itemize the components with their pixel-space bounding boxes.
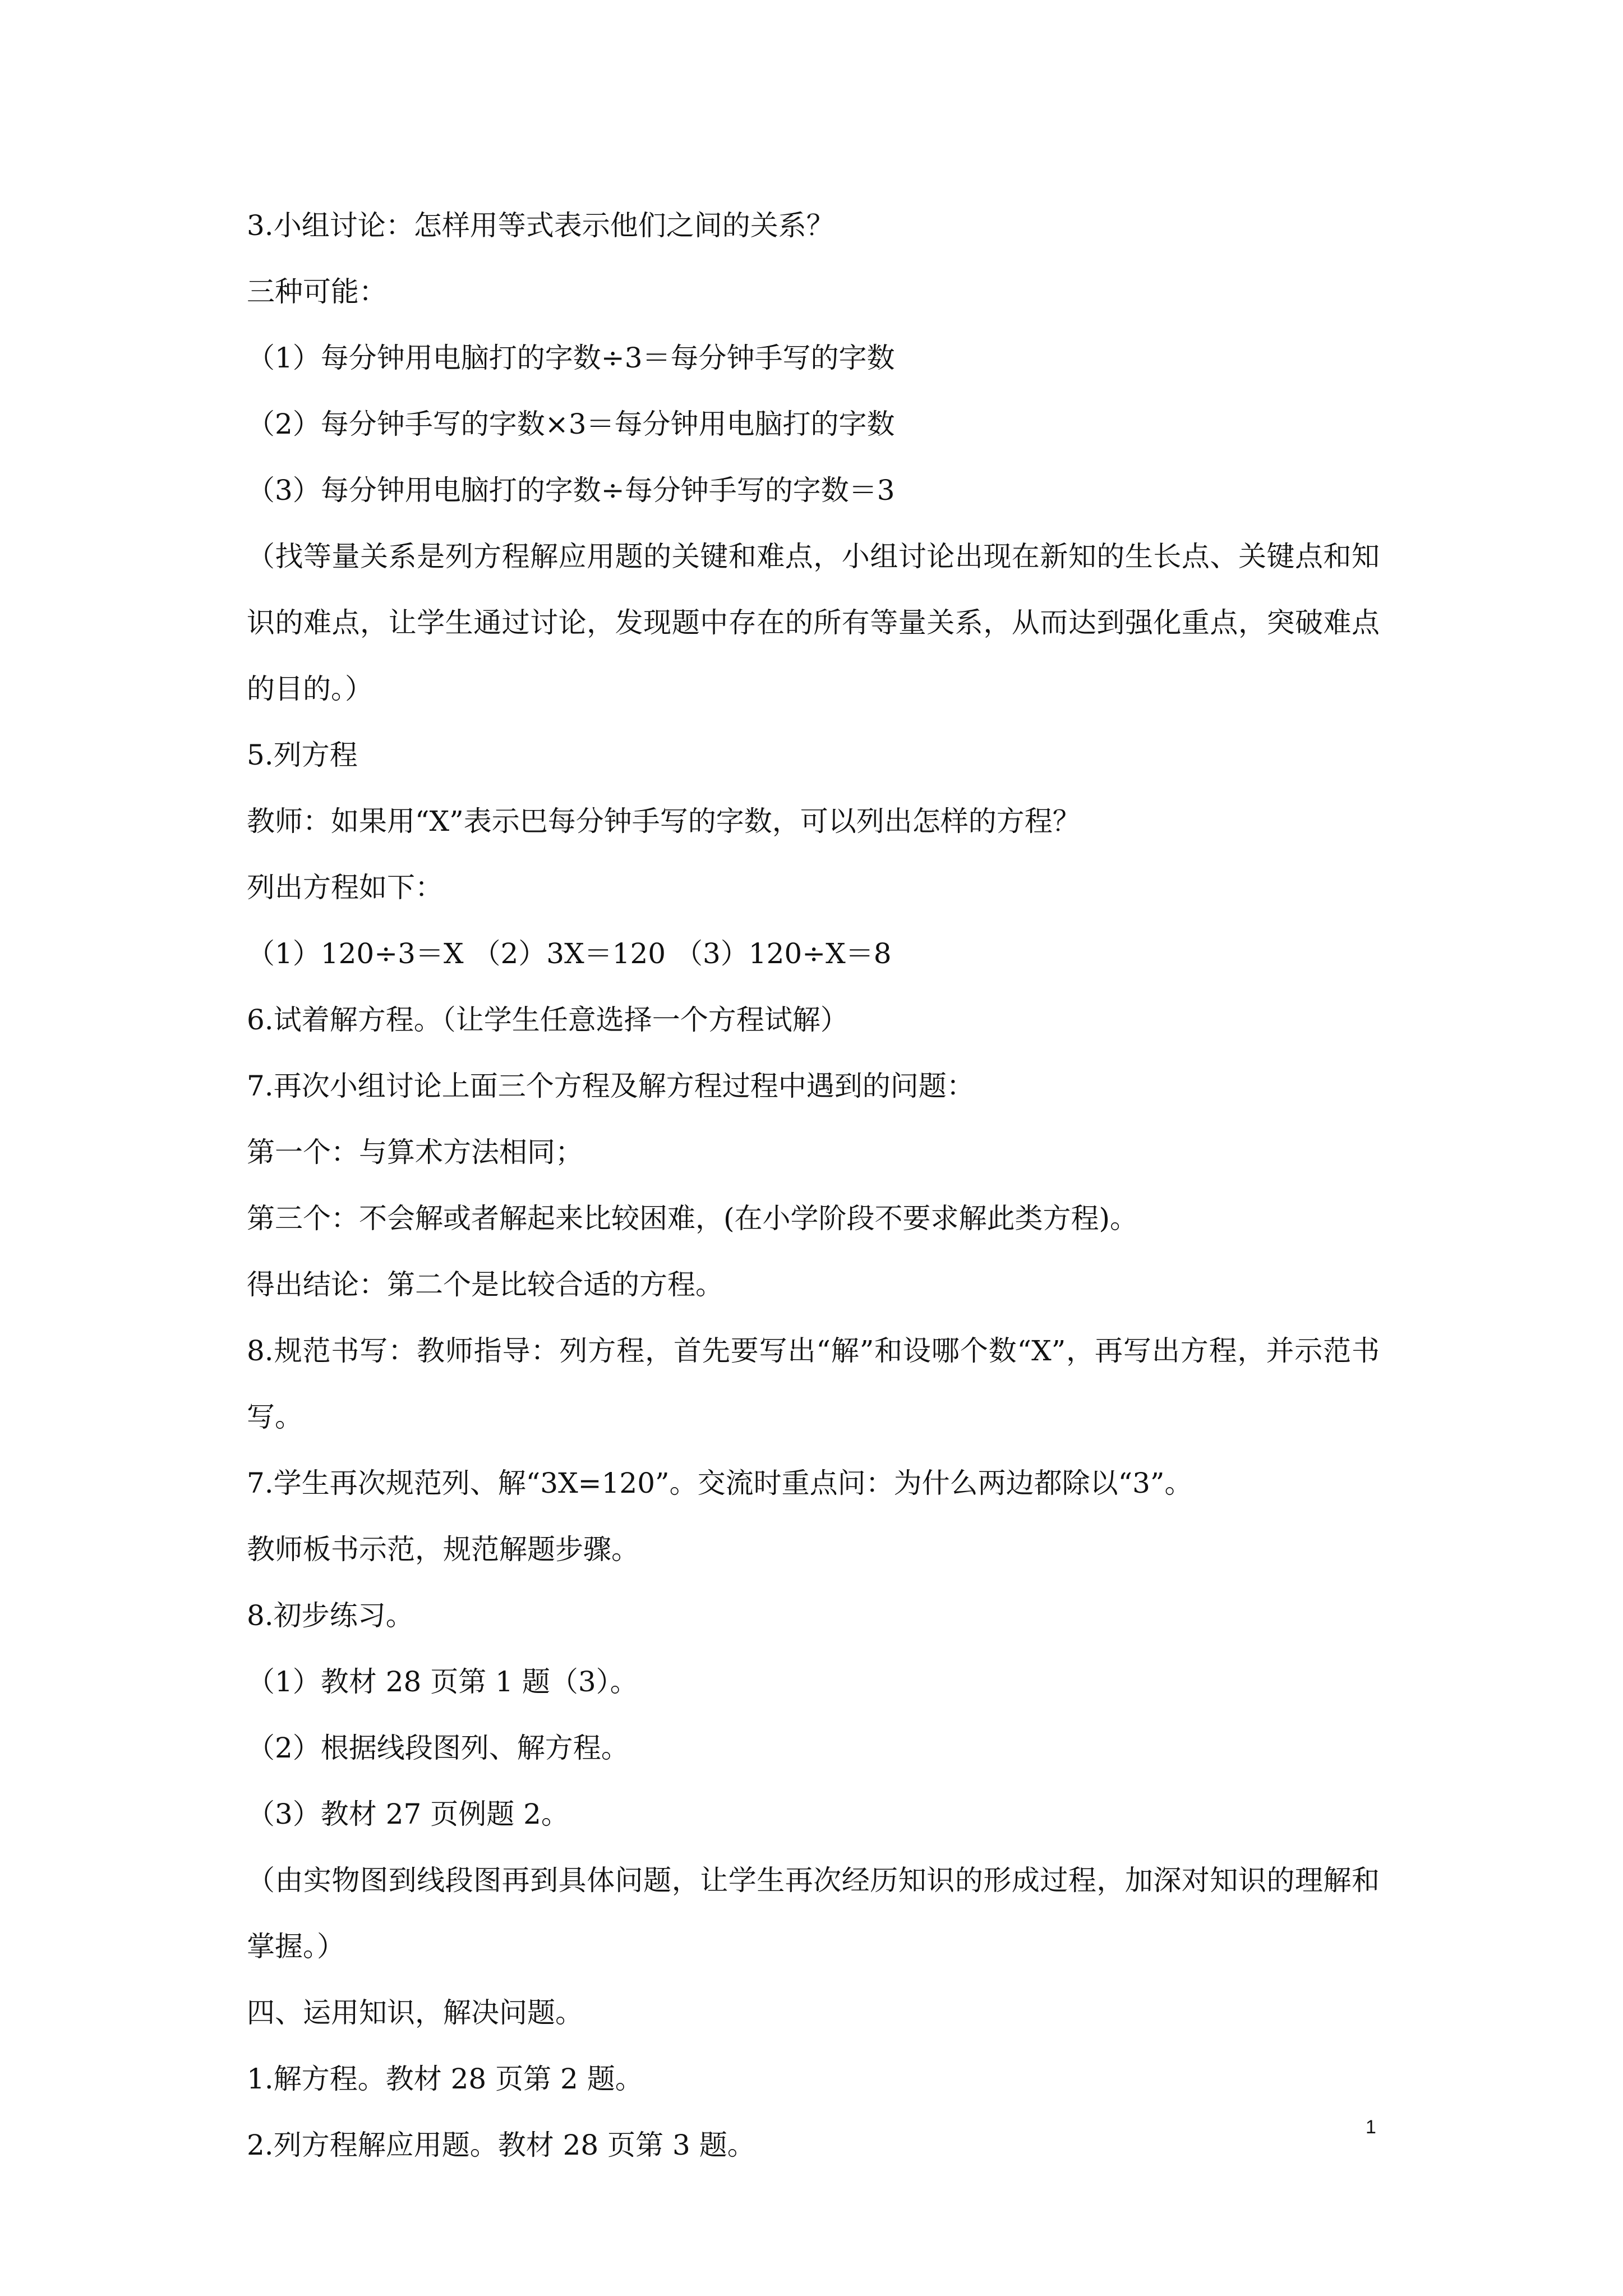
text-line-word-problems: 2.列方程解应用题。教材 28 页第 3 题。 — [247, 2129, 755, 2161]
text-line-teacher-question: 教师：如果用“X”表示巴每分钟手写的字数，可以列出怎样的方程？ — [247, 805, 1081, 838]
text-line-teacher-demo: 教师板书示范，规范解题步骤。 — [247, 1533, 639, 1566]
text-line-solve-equations: 1.解方程。教材 28 页第 2 题。 — [247, 2063, 643, 2095]
text-line-relation-3: （3）每分钟用电脑打的字数÷每分钟手写的字数＝3 — [247, 474, 895, 507]
text-line-apply-knowledge: 四、运用知识，解决问题。 — [247, 1996, 583, 2029]
text-line-practice-again: 7.学生再次规范列、解“3X=120”。交流时重点问：为什么两边都除以“3”。 — [247, 1467, 1193, 1499]
document-body — [247, 209, 1380, 2194]
text-line-three-possibilities: 三种可能： — [247, 275, 387, 308]
text-line-relation-2: （2）每分钟手写的字数×3＝每分钟用电脑打的字数 — [247, 408, 895, 440]
text-line-list-equations-heading: 5.列方程 — [247, 739, 358, 771]
page-number: 1 — [1366, 2116, 1376, 2138]
text-paragraph-equal-relationship-note: （找等量关系是列方程解应用题的关键和难点，小组讨论出现在新知的生长点、关键点和知识的难点，让学生通过讨论，发现题中存在的所有等量关系，从而达到强化重点，突破难点的目的。） — [247, 540, 1380, 705]
text-line-first-equation: 第一个：与算术方法相同； — [247, 1136, 583, 1168]
text-line-conclusion: 得出结论：第二个是比较合适的方程。 — [247, 1268, 723, 1301]
text-line-list-equations: 列出方程如下： — [247, 871, 443, 904]
text-line-initial-practice: 8.初步练习。 — [247, 1599, 414, 1632]
text-line-equations: （1）120÷3＝X （2）3X＝120 （3）120÷X＝8 — [247, 937, 892, 970]
text-line-practice-2: （2）根据线段图列、解方程。 — [247, 1732, 629, 1764]
text-paragraph-writing-guidance: 8.规范书写：教师指导：列方程，首先要写出“解”和设哪个数“X”，再写出方程，并示范书写。 — [247, 1335, 1380, 1433]
text-line-relation-1: （1）每分钟用电脑打的字数÷3＝每分钟手写的字数 — [247, 342, 895, 374]
text-paragraph-knowledge-formation: （由实物图到线段图再到具体问题，让学生再次经历知识的形成过程，加深对知识的理解和掌握。） — [247, 1864, 1380, 1963]
text-line-practice-3: （3）教材 27 页例题 2。 — [247, 1798, 569, 1830]
text-line-try-solving: 6.试着解方程。（让学生任意选择一个方程试解） — [247, 1004, 849, 1036]
text-line-practice-1: （1）教材 28 页第 1 题（3）。 — [247, 1665, 638, 1698]
text-line-third-equation: 第三个：不会解或者解起来比较困难，(在小学阶段不要求解此类方程)。 — [247, 1202, 1138, 1235]
text-line-discussion-again: 7.再次小组讨论上面三个方程及解方程过程中遇到的问题： — [247, 1070, 975, 1102]
text-line-group-discussion: 3.小组讨论：怎样用等式表示他们之间的关系？ — [247, 209, 834, 242]
